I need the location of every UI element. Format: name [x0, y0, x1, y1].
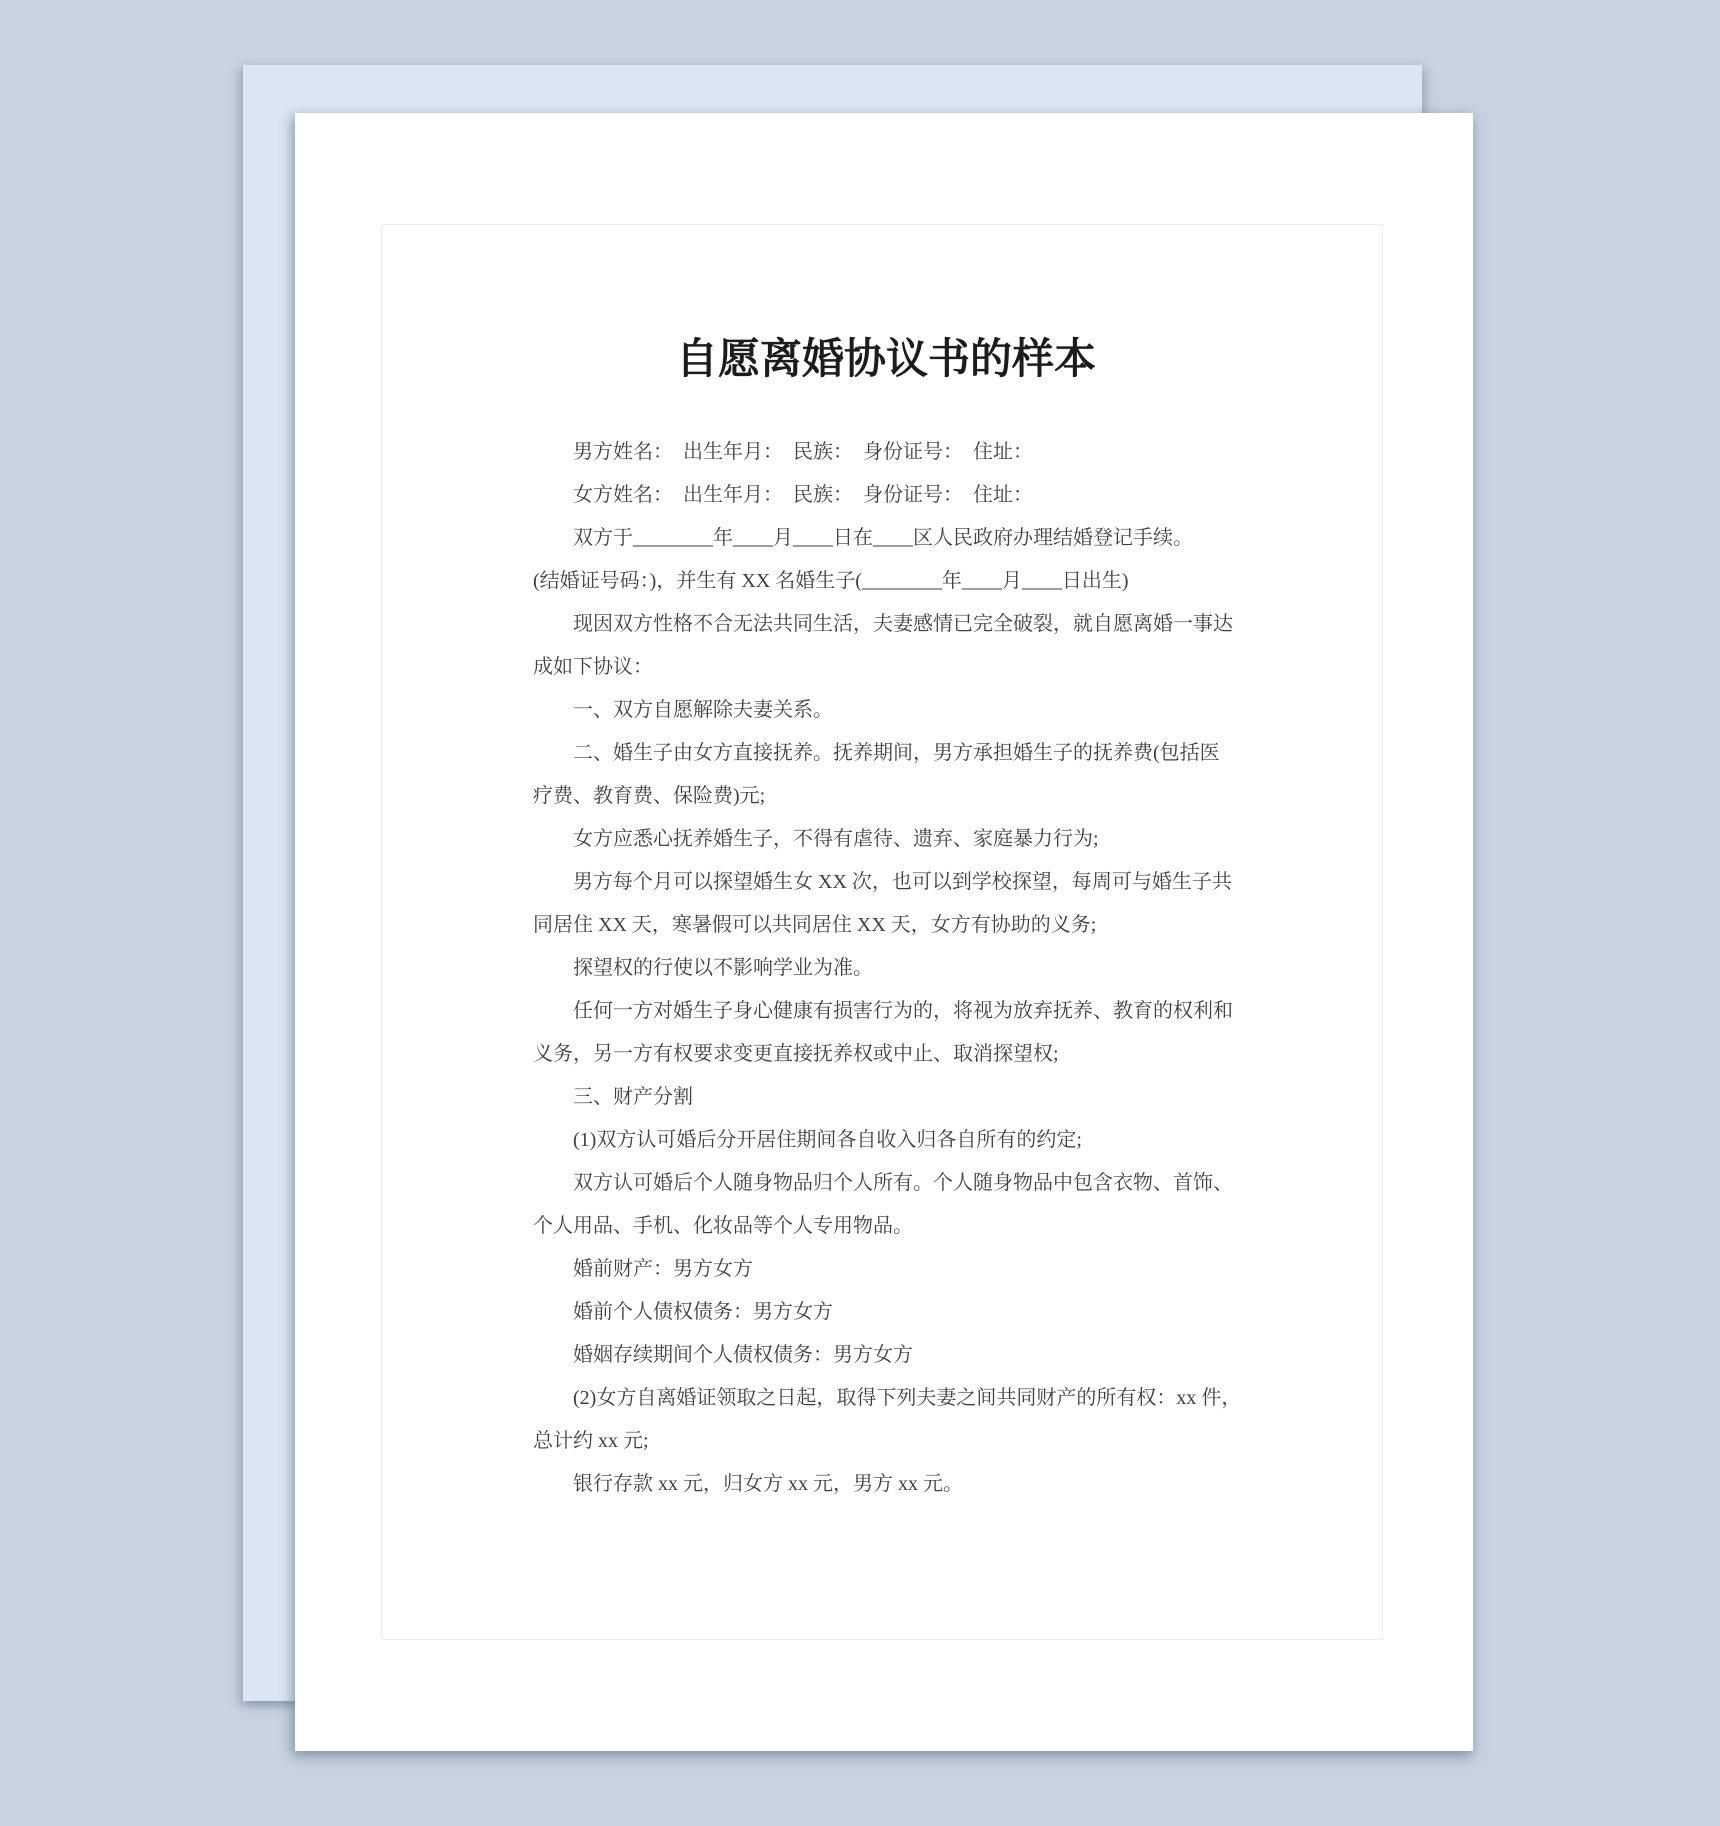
document-line: 双方认可婚后个人随身物品归个人所有。个人随身物品中包含衣物、首饰、	[573, 1172, 1233, 1194]
document-line: 一、双方自愿解除夫妻关系。	[573, 699, 833, 721]
document-line: 男方每个月可以探望婚生女 XX 次，也可以到学校探望，每周可与婚生子共	[573, 871, 1232, 893]
document-title: 自愿离婚协议书的样本	[675, 337, 1096, 383]
document-line: 女方应悉心抚养婚生子，不得有虐待、遗弃、家庭暴力行为;	[573, 828, 1099, 850]
document-line: 婚前财产：男方女方	[573, 1258, 753, 1280]
document-line: 婚前个人债权债务：男方女方	[573, 1301, 833, 1323]
document-line: 个人用品、手机、化妆品等个人专用物品。	[533, 1215, 913, 1237]
document-line: (2)女方自离婚证领取之日起，取得下列夫妻之间共同财产的所有权：xx 件，	[573, 1387, 1242, 1409]
document-line: 三、财产分割	[573, 1086, 693, 1108]
document-content	[533, 335, 1242, 1506]
document-line: 二、婚生子由女方直接抚养。抚养期间，男方承担婚生子的抚养费(包括医	[573, 742, 1220, 764]
document-line: (结婚证号码：)，并生有 XX 名婚生子(________年____月____日出生)	[533, 570, 1129, 592]
document-line: 双方于________年____月____日在____区人民政府办理结婚登记手续。	[573, 527, 1193, 549]
document-line: 现因双方性格不合无法共同生活，夫妻感情已完全破裂，就自愿离婚一事达	[573, 613, 1233, 635]
document-line: 同居住 XX 天，寒暑假可以共同居住 XX 天，女方有协助的义务;	[533, 914, 1097, 936]
document-line: 探望权的行使以不影响学业为准。	[573, 957, 873, 979]
document-line: 女方姓名： 出生年月： 民族： 身份证号： 住址：	[573, 484, 1033, 506]
document-page	[295, 113, 1473, 1751]
document-line: (1)双方认可婚后分开居住期间各自收入归各自所有的约定;	[573, 1129, 1082, 1151]
document-line: 成如下协议：	[533, 656, 653, 678]
document-body	[533, 431, 1242, 1506]
document-line: 银行存款 xx 元，归女方 xx 元，男方 xx 元。	[573, 1473, 963, 1495]
document-line: 男方姓名： 出生年月： 民族： 身份证号： 住址：	[573, 441, 1033, 463]
document-line: 婚姻存续期间个人债权债务：男方女方	[573, 1344, 913, 1366]
document-line: 任何一方对婚生子身心健康有损害行为的，将视为放弃抚养、教育的权利和	[573, 1000, 1233, 1022]
document-line: 义务，另一方有权要求变更直接抚养权或中止、取消探望权;	[533, 1043, 1059, 1065]
document-line: 疗费、教育费、保险费)元;	[533, 785, 766, 807]
document-line: 总计约 xx 元;	[533, 1430, 649, 1452]
